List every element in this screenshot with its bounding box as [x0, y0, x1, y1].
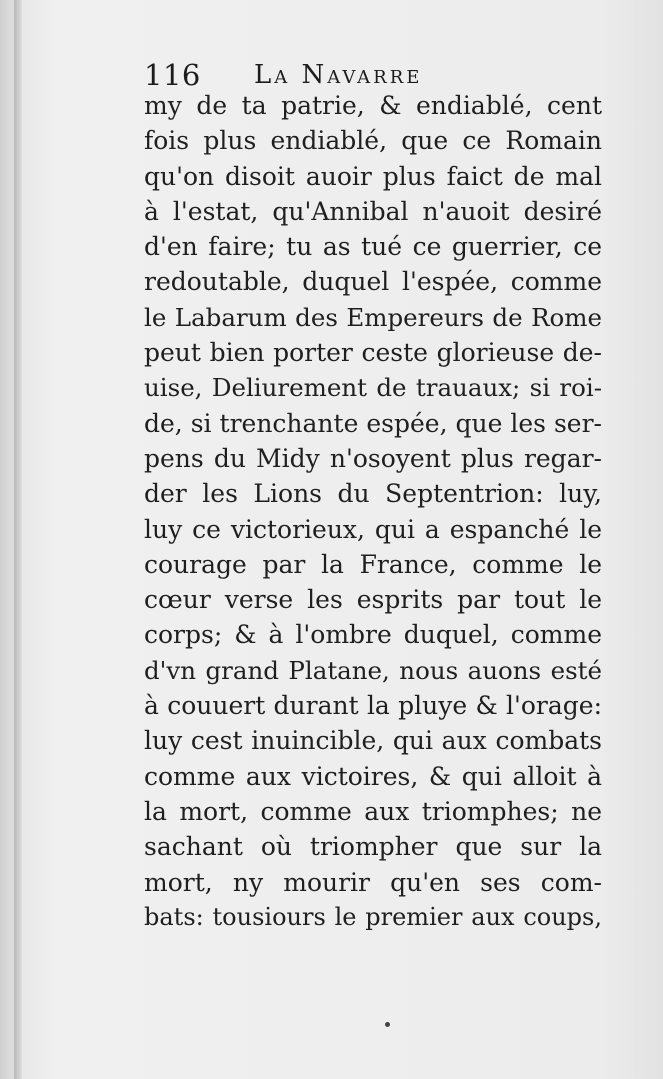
page-number: 116 — [144, 58, 201, 92]
page-header — [144, 58, 614, 90]
text-line: luy cest inuincible, qui aux combats — [144, 726, 602, 756]
text-line: luy ce victorieux, qui a espanché le — [144, 514, 602, 544]
text-line: my de ta patrie, & endiablé, cent — [144, 91, 602, 120]
text-line: de, si trenchante espée, que les ser- — [144, 408, 602, 438]
text-line: fois plus endiablé, que ce Romain — [144, 126, 602, 156]
text-line: courage par la France, comme le — [144, 549, 602, 579]
text-line: cœur verse les esprits par tout le — [144, 585, 602, 615]
text-line: la mort, comme aux triomphes; ne — [144, 796, 602, 826]
text-line: comme aux victoires, & qui alloit à — [144, 761, 602, 791]
text-line: der les Lions du Septentrion: luy, — [144, 479, 602, 509]
text-line: peut bien porter ceste glorieuse de- — [144, 338, 602, 368]
text-line: d'en faire; tu as tué ce guerrier, ce — [144, 232, 602, 262]
text-line: bats: tousiours le premier aux coups, — [144, 902, 602, 931]
text-line: d'vn grand Platane, nous auons esté — [144, 655, 602, 685]
text-line: pens du Midy n'osoyent plus regar- — [144, 443, 602, 473]
text-line: redoutable, duquel l'espée, comme — [144, 267, 602, 297]
text-line: à couuert durant la pluye & l'orage: — [144, 691, 602, 721]
page-spine-shadow — [14, 0, 22, 1079]
text-line: corps; & à l'ombre duquel, comme — [144, 620, 602, 650]
text-line: mort, ny mourir qu'en ses com- — [144, 867, 602, 897]
running-head: La Navarre — [254, 60, 423, 90]
text-line: à l'estat, qu'Annibal n'auoit desiré — [144, 196, 602, 226]
ink-speck — [385, 1022, 390, 1027]
text-line: qu'on disoit auoir plus faict de mal — [144, 161, 602, 191]
body-text — [144, 88, 602, 935]
text-line: sachant où triompher que sur la — [144, 832, 602, 862]
text-line: uise, Deliurement de trauaux; si roi- — [144, 373, 602, 403]
text-line: le Labarum des Empereurs de Rome — [144, 302, 602, 332]
